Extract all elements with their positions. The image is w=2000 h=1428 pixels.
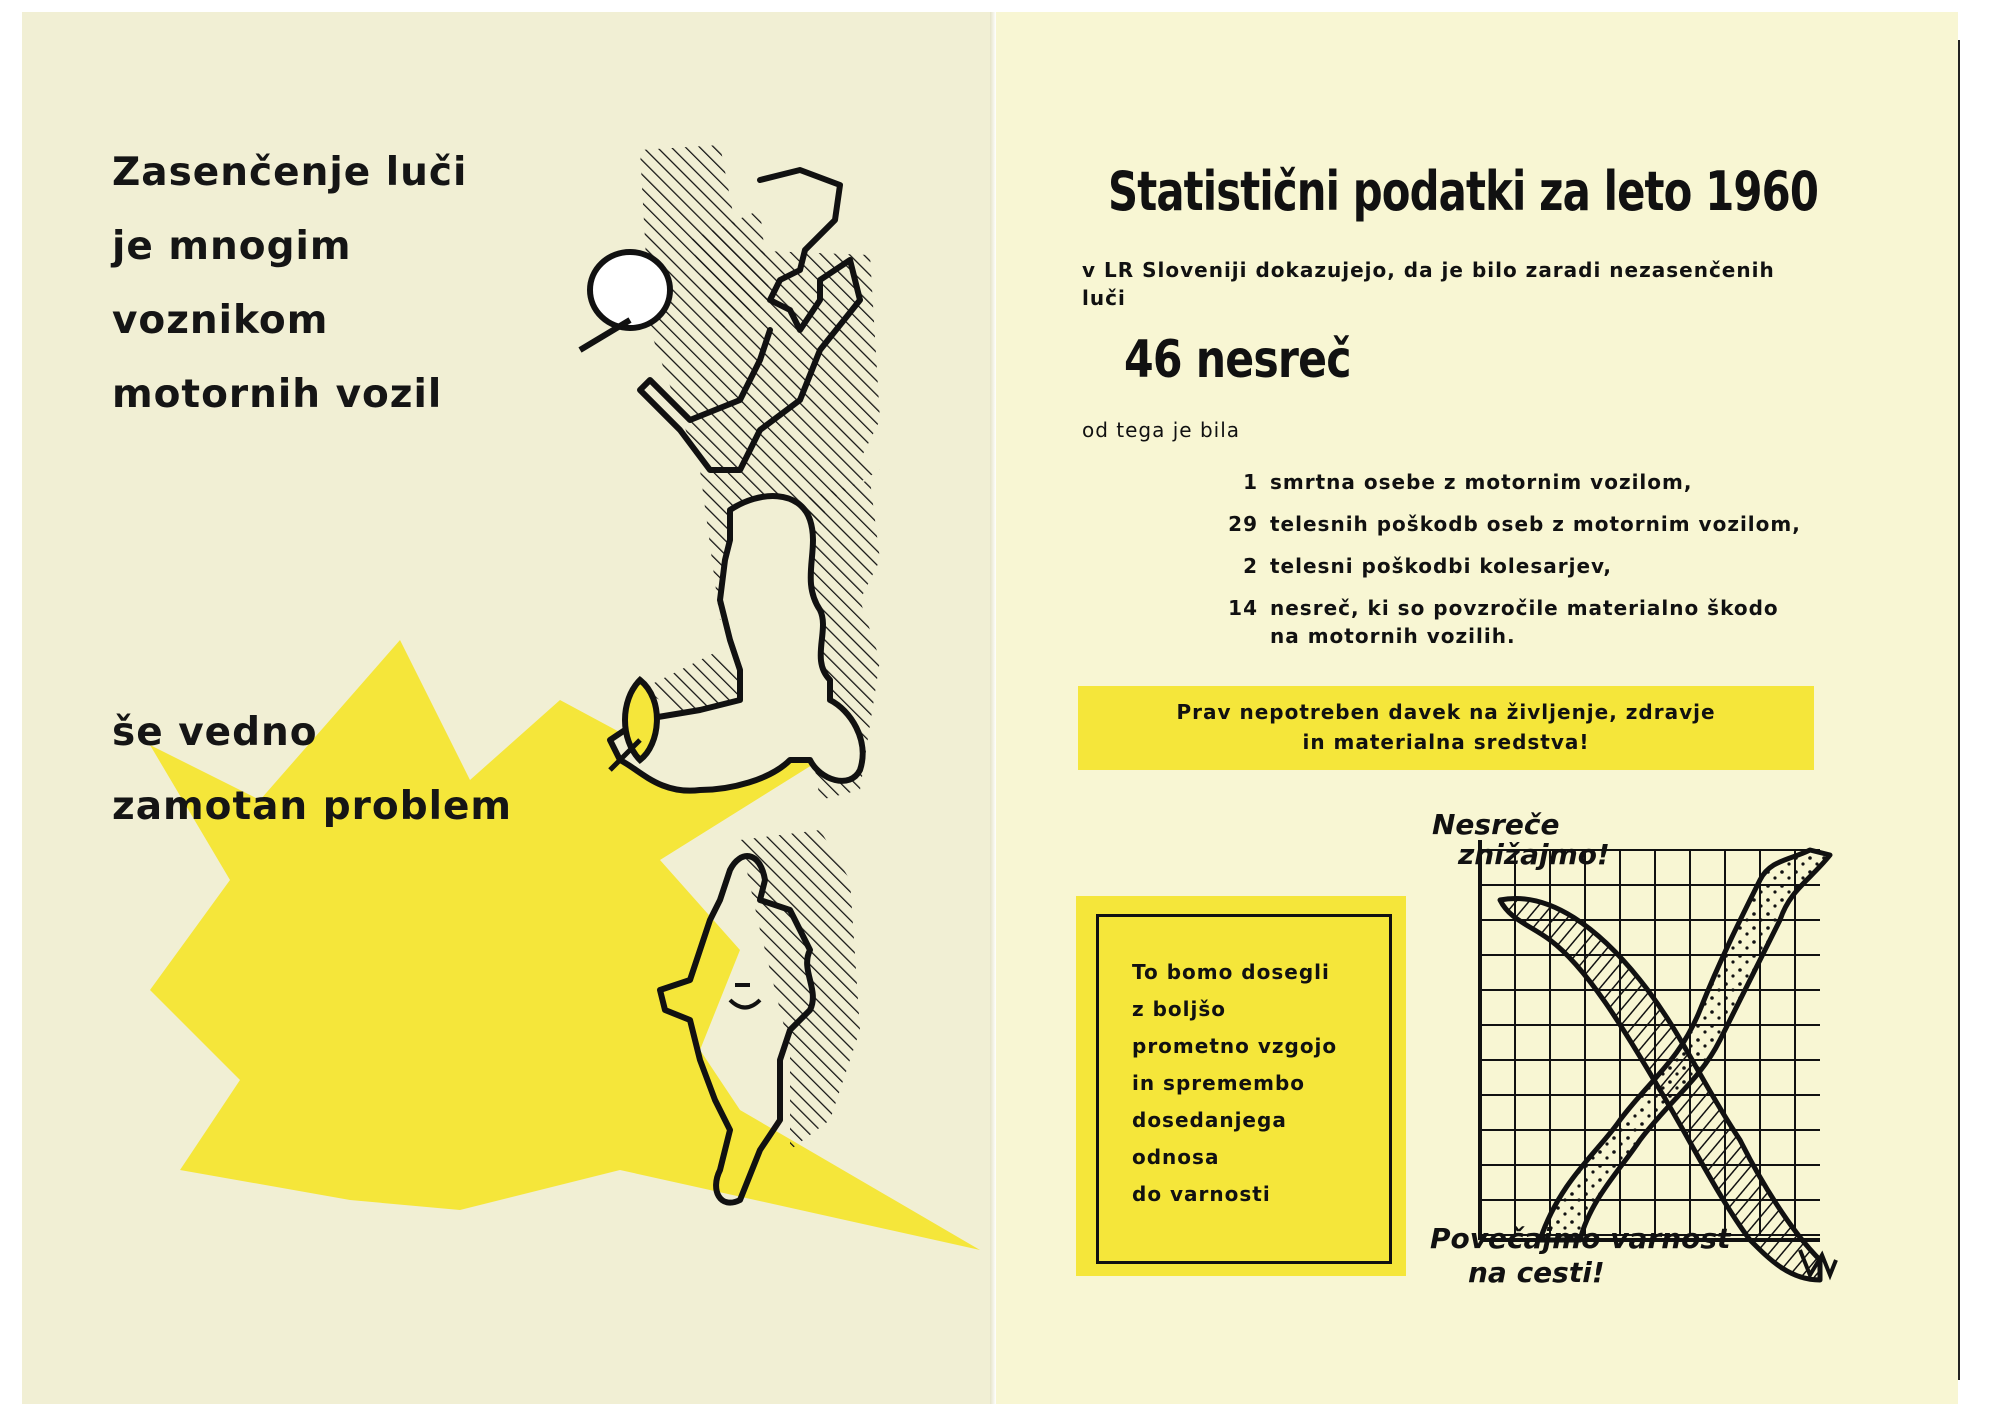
box-line: prometno vzgojo	[1132, 1034, 1338, 1058]
box-line: odnosa	[1132, 1145, 1220, 1169]
breakdown-intro: od tega je bila	[1082, 418, 1241, 442]
banner-line: in materialna sredstva!	[1302, 730, 1590, 754]
stat-text: nesreč, ki so povzročile materialno škodo	[1270, 596, 1779, 620]
stat-count: 2	[1243, 554, 1258, 578]
stat-row-continued: na motornih vozilih.	[1270, 624, 1516, 648]
chart-caption-bottom: na cesti!	[1468, 1256, 1605, 1289]
headline-line: je mnogim	[112, 224, 352, 269]
chart-caption-top: znižajmo!	[1458, 838, 1610, 871]
headline-line: voznikom	[112, 298, 329, 343]
box-line: do varnosti	[1132, 1182, 1271, 1206]
box-line: To bomo dosegli	[1132, 960, 1330, 984]
banner-line: Prav nepotreben davek na življenje, zdravje	[1176, 700, 1716, 724]
subline-line: zamotan problem	[112, 784, 513, 829]
stat-text: smrtna osebe z motornim vozilom,	[1270, 470, 1693, 494]
stat-count: 1	[1243, 470, 1258, 494]
stat-count: 29	[1228, 512, 1258, 536]
intro-text-cont: luči	[1082, 286, 1126, 310]
stat-text: telesnih poškodb oseb z motornim vozilom,	[1270, 512, 1801, 536]
stat-text: telesni poškodbi kolesarjev,	[1270, 554, 1613, 578]
stat-count: 14	[1228, 596, 1258, 620]
box-line: z boljšo	[1132, 997, 1227, 1021]
headline-line: Zasenčenje luči	[112, 150, 468, 195]
headline-line: motornih vozil	[112, 372, 443, 417]
box-line: dosedanjega	[1132, 1108, 1287, 1132]
subline-line: še vedno	[112, 710, 318, 755]
chart-caption-bottom: Povečajmo varnost	[1430, 1222, 1731, 1255]
page-title: Statistični podatki za leto 1960	[1108, 160, 1819, 223]
box-line: in spremembo	[1132, 1071, 1306, 1095]
intro-text: v LR Sloveniji dokazujejo, da je bilo zaradi nezasenčenih	[1082, 258, 1775, 282]
accident-total: 46 nesreč	[1124, 330, 1351, 390]
chart-caption-top: Nesreče	[1432, 808, 1560, 841]
